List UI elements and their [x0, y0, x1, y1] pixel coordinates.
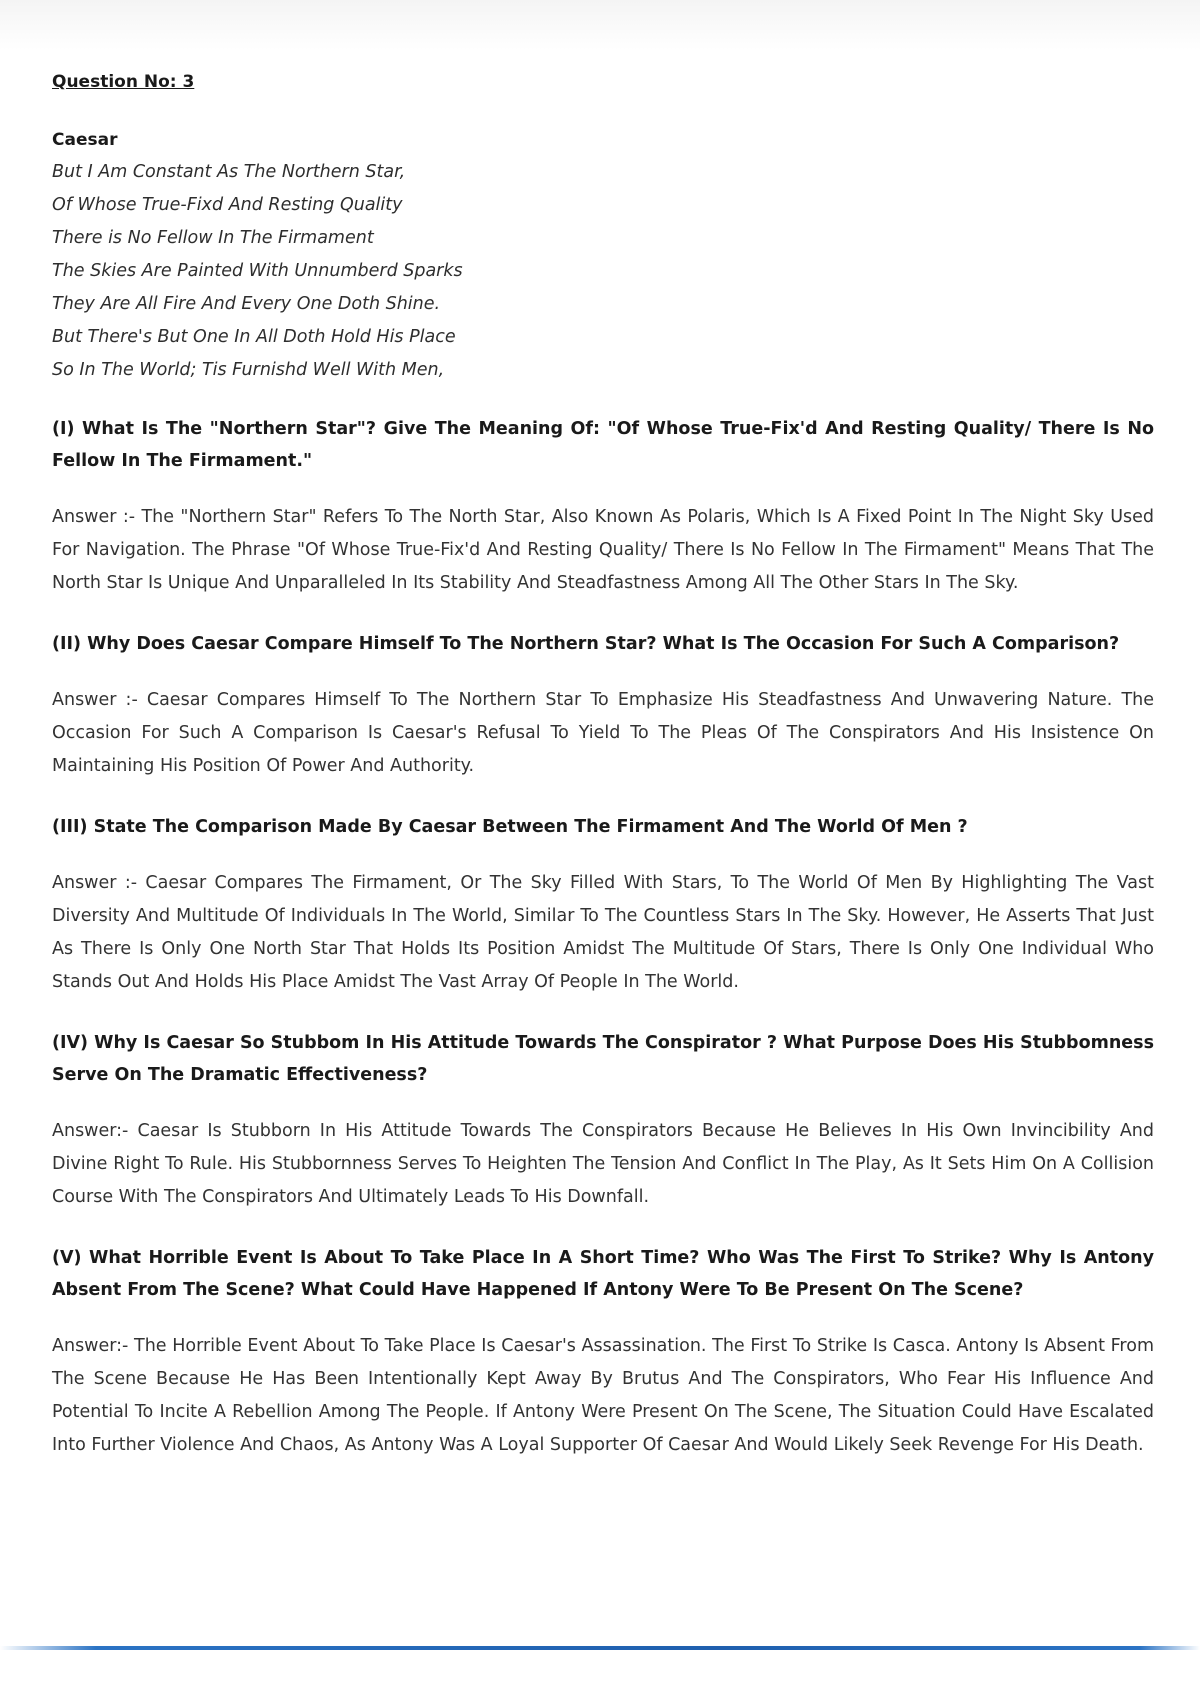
passage-line: But I Am Constant As The Northern Star,	[52, 162, 406, 182]
qa-block-5	[52, 1242, 1154, 1462]
answer-text: Answer :- The "Northern Star" Refers To The North Star, Also Known As Polaris, Which Is A Fixed Point In The Night Sky Used For Navigation. The Phrase "Of Whose True-Fix'd And Resting Quality/ There Is No Fellow In The Firmament" Means That The North Star Is Unique And Unparalleled In Its Stability And Steadfastness Among All The Other Stars In The Sky.	[52, 507, 1154, 593]
question-text: (I) What Is The "Northern Star"? Give The Meaning Of: "Of Whose True-Fix'd And Resting Quality/ There Is No Fellow In The Firmament."	[52, 419, 1154, 471]
question-text: (II) Why Does Caesar Compare Himself To The Northern Star? What Is The Occasion For Such A Comparison?	[52, 634, 1120, 654]
passage-line: There is No Fellow In The Firmament	[52, 228, 374, 248]
question-text: (IV) Why Is Caesar So Stubbom In His Attitude Towards The Conspirator ? What Purpose Does His Stubbomness Serve On The Dramatic Effectiveness?	[52, 1033, 1154, 1085]
passage-line: So In The World; Tis Furnishd Well With Men,	[52, 360, 445, 380]
passage-line: The Skies Are Painted With Unnumberd Sparks	[52, 261, 463, 281]
passage-line: But There's But One In All Doth Hold His Place	[52, 327, 456, 347]
question-text: (V) What Horrible Event Is About To Take Place In A Short Time? Who Was The First To Strike? Why Is Antony Absent From The Scene? What Could Have Happened If Antony Were To Be Present On The Scene?	[52, 1248, 1154, 1300]
scan-top-shade	[0, 0, 1200, 50]
question-number-heading: Question No: 3	[52, 72, 195, 92]
passage-line: Of Whose True-Fixd And Resting Quality	[52, 195, 403, 215]
answer-text: Answer:- The Horrible Event About To Take Place Is Caesar's Assassination. The First To Strike Is Casca. Antony Is Absent From The Scene Because He Has Been Intentionally Kept Away By Brutus And The Conspirators, Who Fear His Influence And Potential To Incite A Rebellion Among The People. If Antony Were Present On The Scene, The Situation Could Have Escalated Into Further Violence And Chaos, As Antony Was A Loyal Supporter Of Caesar And Would Likely Seek Revenge For His Death.	[52, 1336, 1154, 1455]
document-content	[52, 72, 1154, 1490]
qa-block-2	[52, 628, 1154, 783]
answer-text: Answer :- Caesar Compares The Firmament, Or The Sky Filled With Stars, To The World Of Men By Highlighting The Vast Diversity And Multitude Of Individuals In The World, Similar To The Countless Stars In The Sky. However, He Asserts That Just As There Is Only One North Star That Holds Its Position Amidst The Multitude Of Stars, There Is Only One Individual Who Stands Out And Holds His Place Amidst The Vast Array Of People In The World.	[52, 873, 1154, 992]
qa-block-4	[52, 1027, 1154, 1214]
passage-line: They Are All Fire And Every One Doth Shine.	[52, 294, 441, 314]
qa-block-1	[52, 413, 1154, 600]
qa-block-3	[52, 811, 1154, 999]
question-text: (III) State The Comparison Made By Caesar Between The Firmament And The World Of Men ?	[52, 817, 968, 837]
answer-text: Answer:- Caesar Is Stubborn In His Attitude Towards The Conspirators Because He Believes In His Own Invincibility And Divine Right To Rule. His Stubbornness Serves To Heighten The Tension And Conflict In The Play, As It Sets Him On A Collision Course With The Conspirators And Ultimately Leads To His Downfall.	[52, 1121, 1154, 1207]
quoted-passage	[52, 156, 1154, 387]
footer-accent-rule	[0, 1646, 1200, 1650]
speaker-name: Caesar	[52, 130, 118, 150]
answer-text: Answer :- Caesar Compares Himself To The Northern Star To Emphasize His Steadfastness And Unwavering Nature. The Occasion For Such A Comparison Is Caesar's Refusal To Yield To The Pleas Of The Conspirators And His Insistence On Maintaining His Position Of Power And Authority.	[52, 690, 1154, 776]
